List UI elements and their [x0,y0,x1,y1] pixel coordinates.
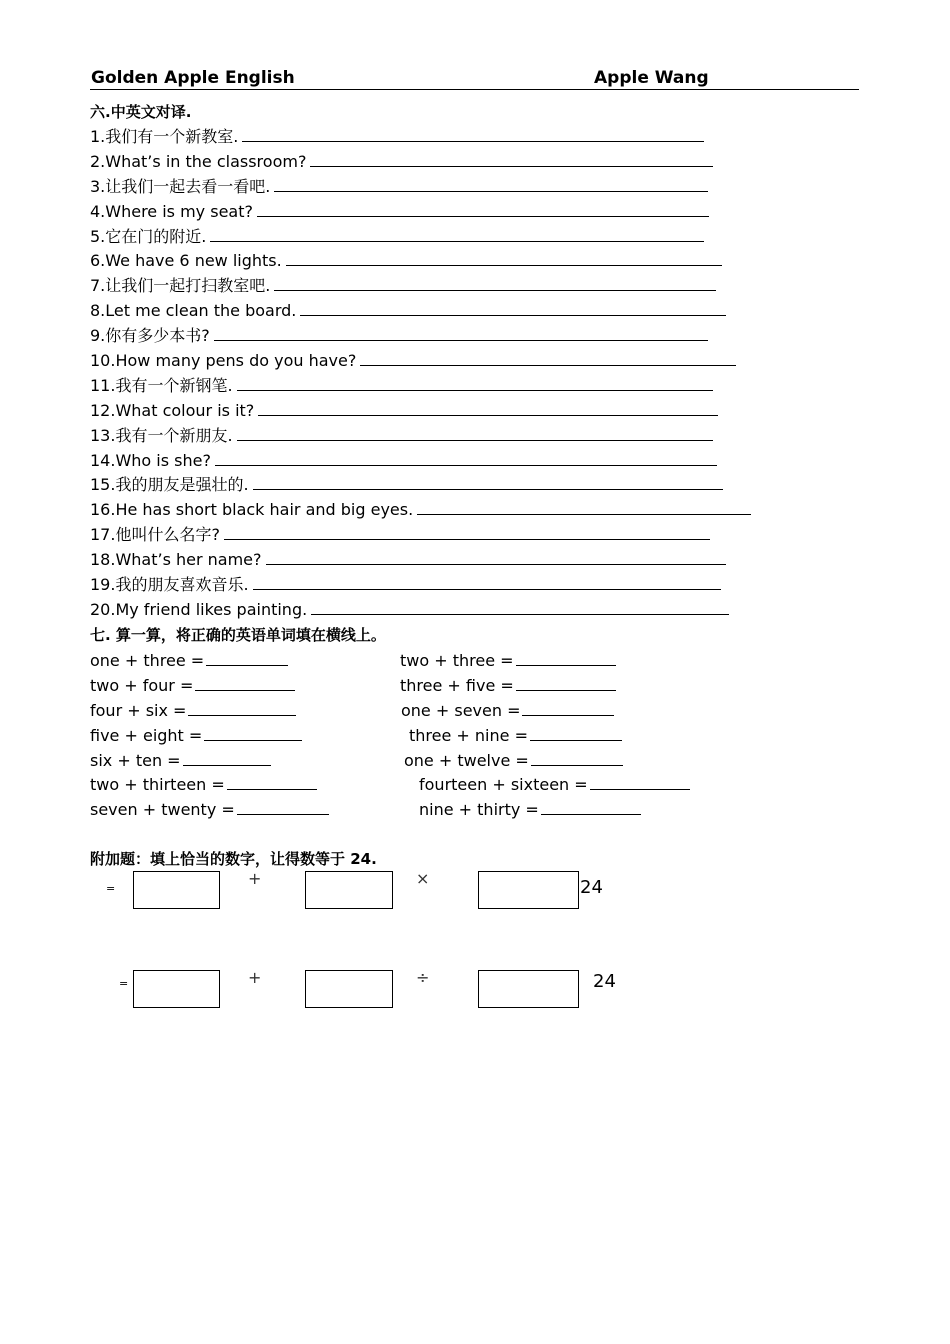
item-text: 11.我有一个新钢笔. [90,375,233,395]
answer-line[interactable] [274,174,708,192]
math-row [90,797,790,822]
answer-line[interactable] [516,648,616,666]
math-item [404,748,623,774]
answer-line[interactable] [253,572,721,590]
answer-box[interactable] [478,970,579,1008]
item-text: 15.我的朋友是强壮的. [90,475,249,495]
divide-sign: ÷ [416,968,430,987]
math-item [409,723,622,749]
translation-item [90,273,810,298]
target-result: 24 [580,877,603,898]
answer-box[interactable] [133,871,220,909]
math-item [419,772,690,798]
translation-item [90,174,810,199]
answer-line[interactable] [310,149,713,167]
equals-sign: = [106,882,116,895]
math-expression: two + four = [90,675,194,695]
answer-line[interactable] [274,273,716,291]
answer-line[interactable] [311,597,729,615]
translation-item [90,448,810,473]
math-item [90,698,296,724]
target-result: 24 [593,971,616,992]
item-text: 1.我们有一个新教室. [90,127,239,146]
answer-line[interactable] [227,772,317,790]
translation-item [90,323,810,348]
math-row [90,748,790,773]
math-expression: one + seven = [401,700,521,720]
translation-item [90,522,810,547]
word-math-grid [90,648,790,822]
math-expression: three + nine = [409,725,528,745]
translation-list [90,124,810,622]
math-item [400,673,616,699]
plus-sign: + [248,869,262,888]
math-expression: seven + twenty = [90,800,235,820]
math-item [90,748,271,774]
translation-item [90,348,810,373]
translation-item [90,398,810,423]
translation-item [90,199,810,224]
answer-line[interactable] [214,323,708,341]
item-text: 16.He has short black hair and big eyes. [90,500,414,520]
answer-line[interactable] [258,398,718,416]
answer-line[interactable] [360,348,736,366]
translation-item [90,423,810,448]
math-item [90,797,329,823]
math-item [401,698,614,724]
item-text: 3.让我们一起去看一看吧. [90,176,271,196]
answer-line[interactable] [286,248,722,266]
math-expression: four + six = [90,700,187,720]
translation-item [90,298,810,323]
bonus-title: 附加题：填上恰当的数字，让得数等于 24. [90,850,377,868]
answer-box[interactable] [305,970,393,1008]
math-expression: nine + thirty = [419,800,539,820]
item-text: 5.它在门的附近. [90,226,207,246]
answer-line[interactable] [300,298,726,316]
answer-line[interactable] [204,723,302,741]
math-expression: five + eight = [90,725,203,745]
page-header [90,66,859,90]
answer-line[interactable] [530,723,622,741]
answer-line[interactable] [253,472,723,490]
equals-sign: = [119,977,129,990]
section-6-title: 六.中英文对译. [90,103,192,121]
answer-line[interactable] [215,448,717,466]
item-text: 9.你有多少本书? [90,326,210,346]
item-text: 13.我有一个新朋友. [90,425,233,445]
answer-line[interactable] [516,673,616,691]
translation-item [90,149,810,174]
answer-line[interactable] [257,199,709,217]
math-expression: one + twelve = [404,750,529,770]
translation-item [90,248,810,273]
item-text: 4.Where is my seat? [90,201,253,221]
translation-item [90,224,810,249]
math-item [90,673,295,699]
answer-line[interactable] [237,423,713,441]
plus-sign: + [248,968,262,987]
answer-line[interactable] [210,224,704,242]
item-text: 17.他叫什么名字? [90,525,220,545]
answer-line[interactable] [522,698,614,716]
translation-item [90,572,810,597]
item-text: 2.What’s in the classroom? [90,151,307,171]
answer-box[interactable] [478,871,579,909]
math-expression: two + thirteen = [90,775,225,795]
math-item [90,772,317,798]
math-row [90,772,790,797]
item-text: 20.My friend likes painting. [90,599,308,619]
answer-line[interactable] [237,797,329,815]
item-text: 7.让我们一起打扫教室吧. [90,276,271,296]
answer-box[interactable] [133,970,220,1008]
math-item [400,648,616,674]
answer-line[interactable] [183,748,271,766]
math-expression: six + ten = [90,750,181,770]
answer-line[interactable] [531,748,623,766]
answer-line[interactable] [224,522,710,540]
school-name: Golden Apple English [91,68,295,88]
answer-line[interactable] [188,698,296,716]
math-row [90,698,790,723]
math-item [90,648,288,674]
translation-item [90,547,810,572]
answer-line[interactable] [195,673,295,691]
item-text: 19.我的朋友喜欢音乐. [90,575,249,595]
item-text: 18.What’s her name? [90,550,262,570]
answer-line[interactable] [242,124,704,142]
answer-line[interactable] [266,547,726,565]
multiply-sign: × [416,869,430,888]
math-row [90,648,790,673]
math-item [419,797,641,823]
math-expression: three + five = [400,675,514,695]
item-text: 8.Let me clean the board. [90,301,297,321]
translation-item [90,597,810,622]
answer-line[interactable] [417,497,751,515]
section-7-title: 七. 算一算，将正确的英语单词填在横线上。 [90,626,386,644]
math-expression: one + three = [90,651,205,670]
item-text: 14.Who is she? [90,450,211,470]
translation-item [90,124,810,149]
answer-line[interactable] [237,373,713,391]
item-text: 10.How many pens do you have? [90,351,357,371]
math-row [90,673,790,698]
math-row [90,723,790,748]
math-expression: two + three = [400,651,514,670]
answer-box[interactable] [305,871,393,909]
math-expression: fourteen + sixteen = [419,775,588,795]
item-text: 6.We have 6 new lights. [90,251,282,271]
item-text: 12.What colour is it? [90,400,255,420]
answer-line[interactable] [590,772,690,790]
translation-item [90,472,810,497]
answer-line[interactable] [541,797,641,815]
translation-item [90,497,810,522]
translation-item [90,373,810,398]
teacher-name: Apple Wang [594,68,709,88]
answer-line[interactable] [206,648,288,666]
math-item [90,723,302,749]
